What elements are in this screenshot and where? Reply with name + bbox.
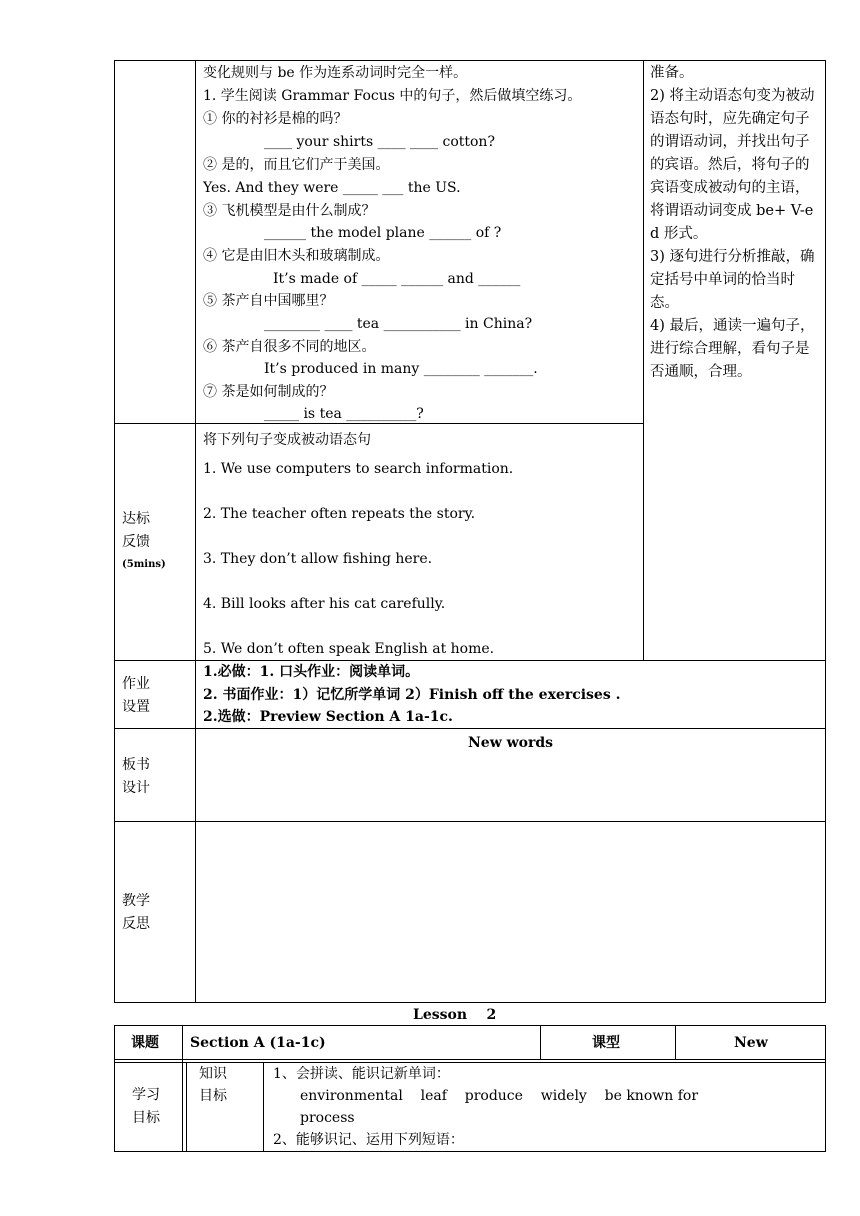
text-line: 变化规则与 be 作为连系动词时完全一样。 bbox=[203, 65, 468, 81]
homework-line: 2. 书面作业：1）记忆所学单词 2）Finish off the exercises . bbox=[203, 687, 621, 703]
goal-line: 1、会拼读、能识记新单词： bbox=[273, 1066, 450, 1082]
exercise-item: 3. They don’t allow fishing here. bbox=[203, 551, 433, 567]
goal-line: 2、能够识记、运用下列短语： bbox=[273, 1132, 464, 1148]
exercise-item: 5. We don’t often speak English at home. bbox=[203, 641, 495, 657]
board-heading: New words bbox=[468, 735, 554, 751]
exercise-item: 2. The teacher often repeats the story. bbox=[203, 506, 476, 522]
question-cn: ⑥ 茶产自很多不同的地区。 bbox=[203, 339, 376, 355]
type-value: New bbox=[734, 1035, 768, 1051]
exercise-item: 1. We use computers to search information. bbox=[203, 461, 514, 477]
homework-line: 1.必做：1. 口头作业：阅读单词。 bbox=[203, 664, 420, 680]
question-cn: ⑦ 茶是如何制成的？ bbox=[203, 384, 334, 400]
goal-line: process bbox=[300, 1110, 355, 1126]
blank-sentence: ______ the model plane ______ of ? bbox=[264, 225, 502, 241]
blank-sentence: ________ ____ tea ___________ in China? bbox=[264, 316, 533, 332]
teaching-notes bbox=[650, 62, 822, 384]
note-line: 3) 逐句进行分析推敲，确定括号中单词的恰当时态。 bbox=[650, 249, 815, 311]
type-label: 课型 bbox=[592, 1035, 620, 1051]
question-cn: ① 你的衬衫是棉的吗？ bbox=[203, 111, 348, 127]
blank-sentence: ____ your shirts ____ ____ cotton? bbox=[264, 134, 495, 150]
blank-sentence: It’s made of _____ ______ and ______ bbox=[273, 271, 521, 287]
note-line: 准备。 bbox=[650, 65, 694, 81]
blank-sentence: Yes. And they were _____ ___ the US. bbox=[203, 180, 461, 196]
blank-sentence: It’s produced in many ________ _______. bbox=[264, 361, 538, 377]
topic-label: 课题 bbox=[131, 1035, 159, 1051]
question-cn: ③ 飞机模型是由什么制成？ bbox=[203, 203, 376, 219]
goal-line: environmental leaf produce widely be known for bbox=[300, 1088, 699, 1104]
topic-value: Section A (1a-1c) bbox=[190, 1035, 326, 1051]
text-line: 1. 学生阅读 Grammar Focus 中的句子，然后做填空练习。 bbox=[203, 88, 582, 104]
instruction: 将下列句子变成被动语态句 bbox=[203, 432, 371, 448]
lesson-title: Lesson 2 bbox=[413, 1007, 497, 1023]
note-line: 4) 最后，通读一遍句子，进行综合理解，看句子是否通顺，合理。 bbox=[650, 318, 815, 380]
note-line: 2) 将主动语态句变为被动语态句时，应先确定句子的谓语动词，并找出句子的宾语。然后，将句子的宾语变成被动句的主语，将谓语动词变成 be+ V-ed 形式。 bbox=[650, 88, 815, 242]
question-cn: ④ 它是由旧木头和玻璃制成。 bbox=[203, 248, 390, 264]
blank-sentence: _____ is tea __________? bbox=[264, 406, 424, 422]
homework-line: 2.选做：Preview Section A 1a-1c. bbox=[203, 709, 453, 725]
question-cn: ⑤ 茶产自中国哪里？ bbox=[203, 293, 334, 309]
exercise-item: 4. Bill looks after his cat carefully. bbox=[203, 596, 446, 612]
question-cn: ② 是的，而且它们产于美国。 bbox=[203, 157, 390, 173]
